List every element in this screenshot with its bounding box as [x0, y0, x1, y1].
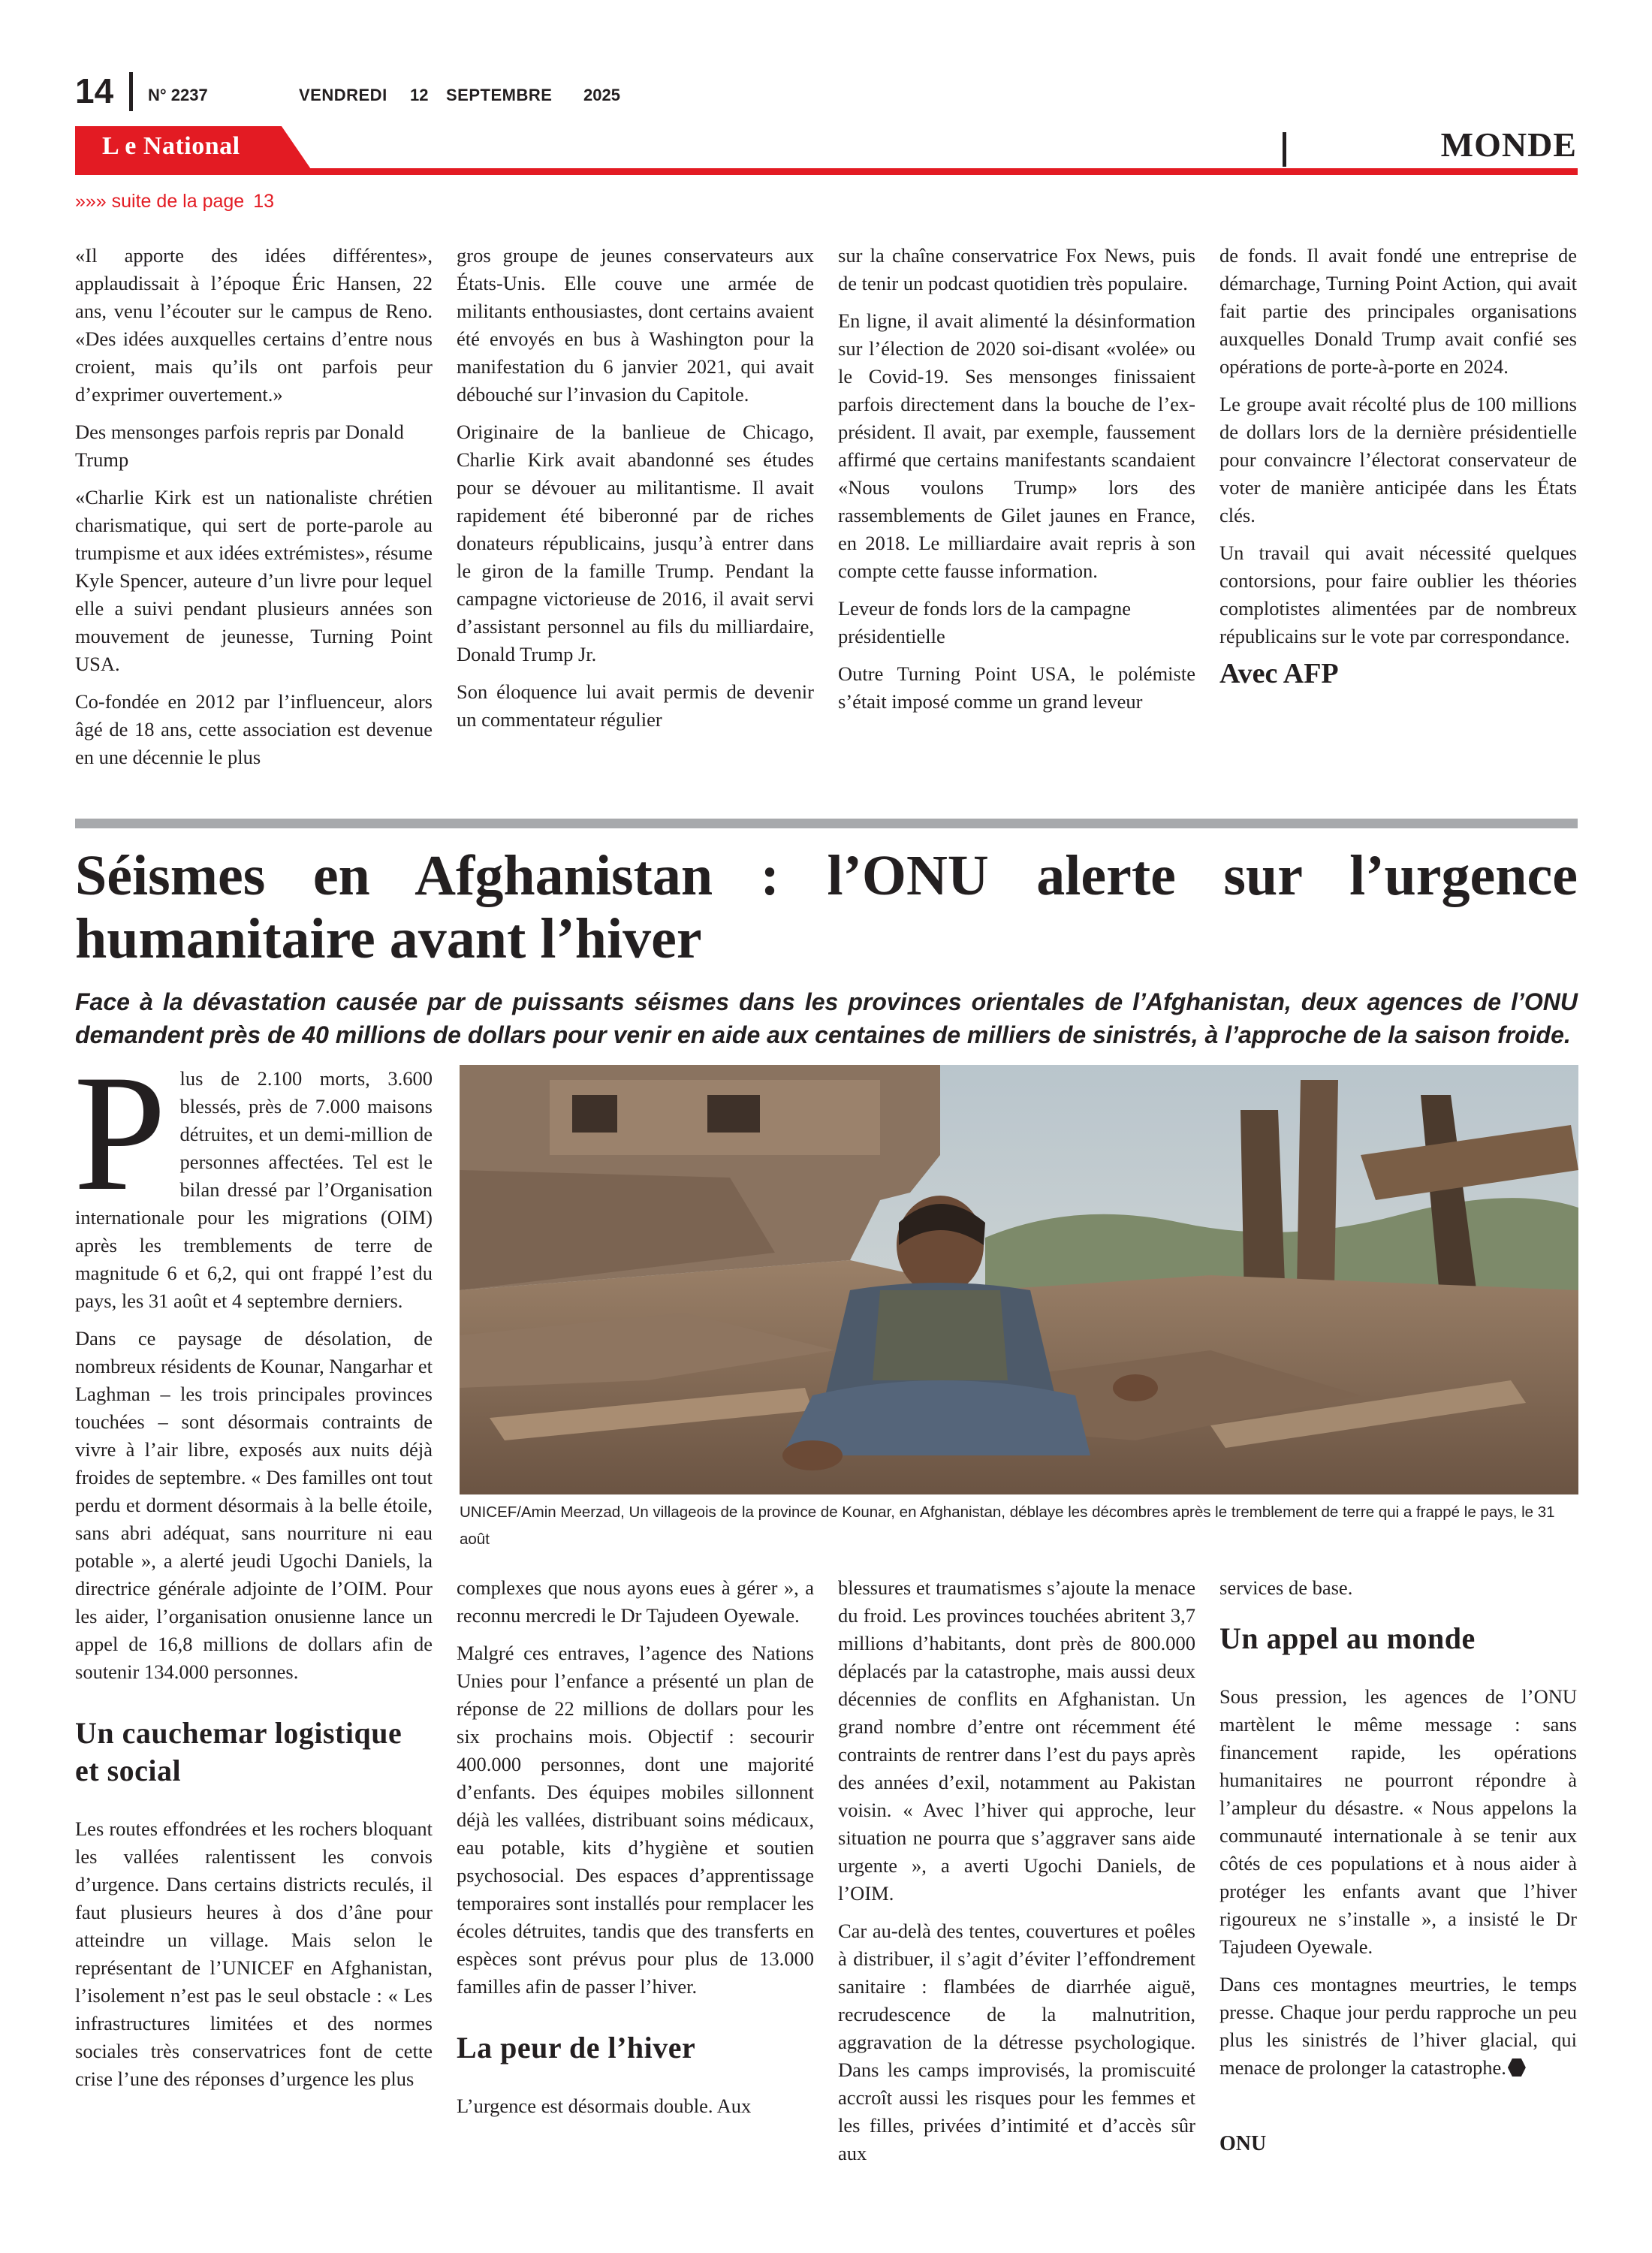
paragraph: L’urgence est désormais double. Aux [457, 2095, 752, 2117]
prev-article-column-2 [457, 242, 814, 743]
paragraph: Originaire de la banlieue de Chicago, Charlie Kirk avait abandonné ses études pour se dévouer au militantisme. Il avait rapidement été biberonné par de riches donateurs républicains, jusqu’à entrer dans le giron de la famille Trump. Pendant la campagne victorieuse de 2016, il avait servi d’assistant personnel au fils du milliardaire, Donald Trump Jr. [457, 421, 814, 665]
section-divider [1283, 132, 1286, 167]
article-headline [75, 844, 1578, 970]
inline-subhead: Leveur de fonds lors de la campagne présidentielle [838, 597, 1131, 647]
headline-line-1: Séismes en Afghanistan : l’ONU alerte sur l’urgence [75, 844, 1578, 907]
date-day: VENDREDI [299, 86, 387, 104]
paragraph: «Il apporte des idées différentes», applaudissait à l’époque Éric Hansen, 22 ans, venu l’écouter sur le campus de Reno. «Des idées auxquelles certains d’entre nous croient, mais qu’ils ont parfois peur d’exprimer ouvertement.» [75, 244, 433, 406]
page-number-divider [129, 72, 133, 111]
headline-line-2: humanitaire avant l’hiver [75, 907, 702, 970]
article-lead: Face à la dévastation causée par de puissants séismes dans les provinces orientales de l’Afghanistan, deux agences de l’ONU demandent près de 40 millions de dollars pour venir en aide aux centaines de milliers de sinistrés, à l’approche de la saison froide. [75, 988, 1578, 1048]
paragraph-text: lus de 2.100 morts, 3.600 blessés, près de 7.000 maisons détruites, et un demi-million de personnes affectées. Tel est le bilan dressé par l’Organisation internationale pour les migrations (OIM) après les tremblements de terre de magnitude 6 et 6,2, qui ont frappé l’est du pays, les 31 août et 4 septembre derniers. [75, 1067, 433, 1312]
paragraph: blessures et traumatismes s’ajoute la menace du froid. Les provinces touchées abritent 3,7 millions d’habitants, dont près de 800.000 déplacés par la catastrophe, mais aussi deux décennies de conflits en Afghanistan. Un grand nombre d’entre ont récemment été contraints de rentrer dans l’est du pays après des années d’exil, notamment au Pakistan voisin. « Avec l’hiver qui approche, leur situation ne pourra que s’aggraver sans aide urgente », a averti Ugochi Daniels, de l’OIM. [838, 1576, 1195, 1905]
paragraph: Dans ce paysage de désolation, de nombreux résidents de Kounar, Nangarhar et Laghman – les trois principales provinces touchées – sont désormais contraints de vivre à l’air libre, exposés aux nuits déjà froides de septembre. « Des familles ont tout perdu et dorment désormais à la belle étoile, sans abri adéquat, sans nourriture ni eau potable », a alerté jeudi Ugochi Daniels, la directrice générale adjointe de l’OIM. Pour les aider, l’organisation onusienne lance un appel de 16,8 millions de dollars afin de soutenir 134.000 personnes. [75, 1327, 433, 1683]
date-month: SEPTEMBRE [446, 86, 553, 104]
paragraph: Sous pression, les agences de l’ONU martèlent le même message : sans financement rapide, les opérations humanitaires ne pourront répondre à l’ampleur du désastre. « Nous appelons la communauté internationale à se tenir aux côtés de ces populations et à nous aider à protéger les enfants avant que l’hiver rigoureux ne s’installe », a insisté le Dr Tajudeen Oyewale. [1219, 1685, 1577, 1958]
section-title: MONDE [1440, 125, 1577, 164]
article-separator [75, 819, 1578, 828]
paragraph-text: Dans ces montagnes meurtries, le temps presse. Chaque jour perdu rapproche un peu plus les sinistrés de l’hiver glacial, qui menace de prolonger la catastrophe. [1219, 1973, 1577, 2079]
subheading: Un appel au monde [1219, 1621, 1476, 1655]
article-column-3 [838, 1574, 1195, 2177]
paragraph [1219, 1971, 1577, 2082]
photo-caption: UNICEF/Amin Meerzad, Un villageois de la province de Kounar, en Afghanistan, déblaye les décombres après le tremblement de terre qui a frappé le pays, le 31 août [460, 1504, 1555, 1548]
paragraph: Les routes effondrées et les rochers bloquant les vallées ralentissent les convois d’urgence. Dans certains districts reculés, il faut plusieurs heures à dos d’âne pour atteindre un village. Mais selon le représentant de l’UNICEF en Afghanistan, l’isolement n’est pas le seul obstacle : « Les infrastructures limitées et des normes sociales très conservatrices font de cette crise l’une des réponses d’urgence les plus [75, 1817, 433, 2090]
drop-cap: P [74, 1041, 167, 1226]
paragraph: Son éloquence lui avait permis de devenir un commentateur régulier [457, 680, 814, 731]
subheading: La peur de l’hiver [457, 2031, 696, 2064]
date-number: 12 [410, 86, 429, 104]
article-photo [460, 1065, 1578, 1494]
paragraph: de fonds. Il avait fondé une entreprise de démarchage, Turning Point Action, qui avait fait partie des principales organisations auxquelles Donald Trump avait confié ses opérations de porte-à-porte en 2024. [1219, 244, 1577, 378]
paragraph: En ligne, il avait alimenté la désinformation sur l’élection de 2020 soi-disant «volée» ou le Covid-19. Ses mensonges finissaient parfois directement dans la bouche de l’ex-président. Il avait, par exemple, faussement affirmé que certains manifestants scandaient «Nous voulons Trump» lors des rassemblements de Gilet jaunes en France, en 2018. Le milliardaire avait repris à son compte cette fausse information. [838, 309, 1195, 582]
article-column-1 [74, 1041, 433, 2103]
end-of-article-icon [1508, 2058, 1526, 2077]
paragraph: Outre Turning Point USA, le polémiste s’était imposé comme un grand leveur [838, 662, 1195, 713]
article-column-2 [457, 1574, 814, 2130]
prev-article-column-1 [75, 242, 433, 781]
article-signature: ONU [1219, 2132, 1267, 2155]
issue-number: N° 2237 [148, 86, 208, 104]
header-rule [75, 168, 1578, 175]
paragraph: sur la chaîne conservatrice Fox News, puis de tenir un podcast quotidien très populaire. [838, 244, 1195, 294]
paragraph: «Charlie Kirk est un nationaliste chrétien charismatique, qui sert de porte-parole au trumpisme et aux idées extrémistes», résume Kyle Spencer, auteure d’un livre pour lequel elle a suivi pendant plusieurs années son mouvement de jeunesse, Turning Point USA. [75, 486, 433, 675]
inline-subhead: Des mensonges parfois repris par Donald Trump [75, 421, 404, 471]
paragraph: Un travail qui avait nécessité quelques contorsions, pour faire oublier les théories complotistes alimentées par de nombreux républicains sur le vote par correspondance. [1219, 541, 1577, 647]
subheading: Un cauchemar logistique et social [75, 1716, 402, 1787]
paragraph: Malgré ces entraves, l’agence des Nations Unies pour l’enfance a présenté un plan de réponse de 22 millions de dollars pour les six prochains mois. Objectif : secourir 400.000 personnes, dont une majorité d’enfants. Des équipes mobiles sillonnent déjà les vallées, distribuant soins médicaux, eau potable, kits d’hygiène et soutien psychosocial. Des espaces d’apprentissage temporaires sont installés pour remplacer les écoles détruites, tandis que des transferts en espèces sont prévus pour plus de 13.000 familles afin de passer l’hiver. [457, 1642, 814, 1998]
paragraph [74, 1041, 433, 1315]
paragraph: Co-fondée en 2012 par l’influenceur, alors âgé de 18 ans, cette association est devenue en une décennie le plus [75, 690, 433, 768]
continued-label: »»» suite de la page [75, 191, 245, 212]
prev-article-column-3 [838, 242, 1195, 725]
prev-article-column-4 [1219, 242, 1577, 688]
page-number: 14 [75, 71, 114, 110]
newspaper-name: L e National [102, 132, 240, 160]
paragraph: Le groupe avait récolté plus de 100 millions de dollars lors de la dernière présidentielle pour convaincre l’électorat conservateur de voter de manière anticipée dans les États clés. [1219, 393, 1577, 526]
paragraph: complexes que nous ayons eues à gérer », a reconnu mercredi le Dr Tajudeen Oyewale. [457, 1576, 814, 1627]
continued-page: 13 [253, 191, 274, 212]
paragraph: gros groupe de jeunes conservateurs aux États-Unis. Elle couve une armée de militants enthousiastes, dont certains avaient été envoyés en bus à Washington pour la manifestation du 6 janvier 2021, qui avait débouché sur l’invasion du Capitole. [457, 244, 814, 406]
article-column-4 [1219, 1574, 1577, 2158]
continued-from [75, 191, 274, 213]
paragraph: services de base. [1219, 1576, 1353, 1599]
article-signature: Avec AFP [1219, 658, 1339, 689]
date-year: 2025 [583, 86, 620, 104]
paragraph: Car au-delà des tentes, couvertures et poêles à distribuer, il s’agit d’éviter l’effondrement sanitaire : flambées de diarrhée aiguë, recrudescence de la malnutrition, aggravation de la détresse psychologique. Dans les camps improvisés, la promiscuité accroît aussi les risques pour les femmes et les filles, privées d’intimité et d’accès sûr aux [838, 1920, 1195, 2164]
